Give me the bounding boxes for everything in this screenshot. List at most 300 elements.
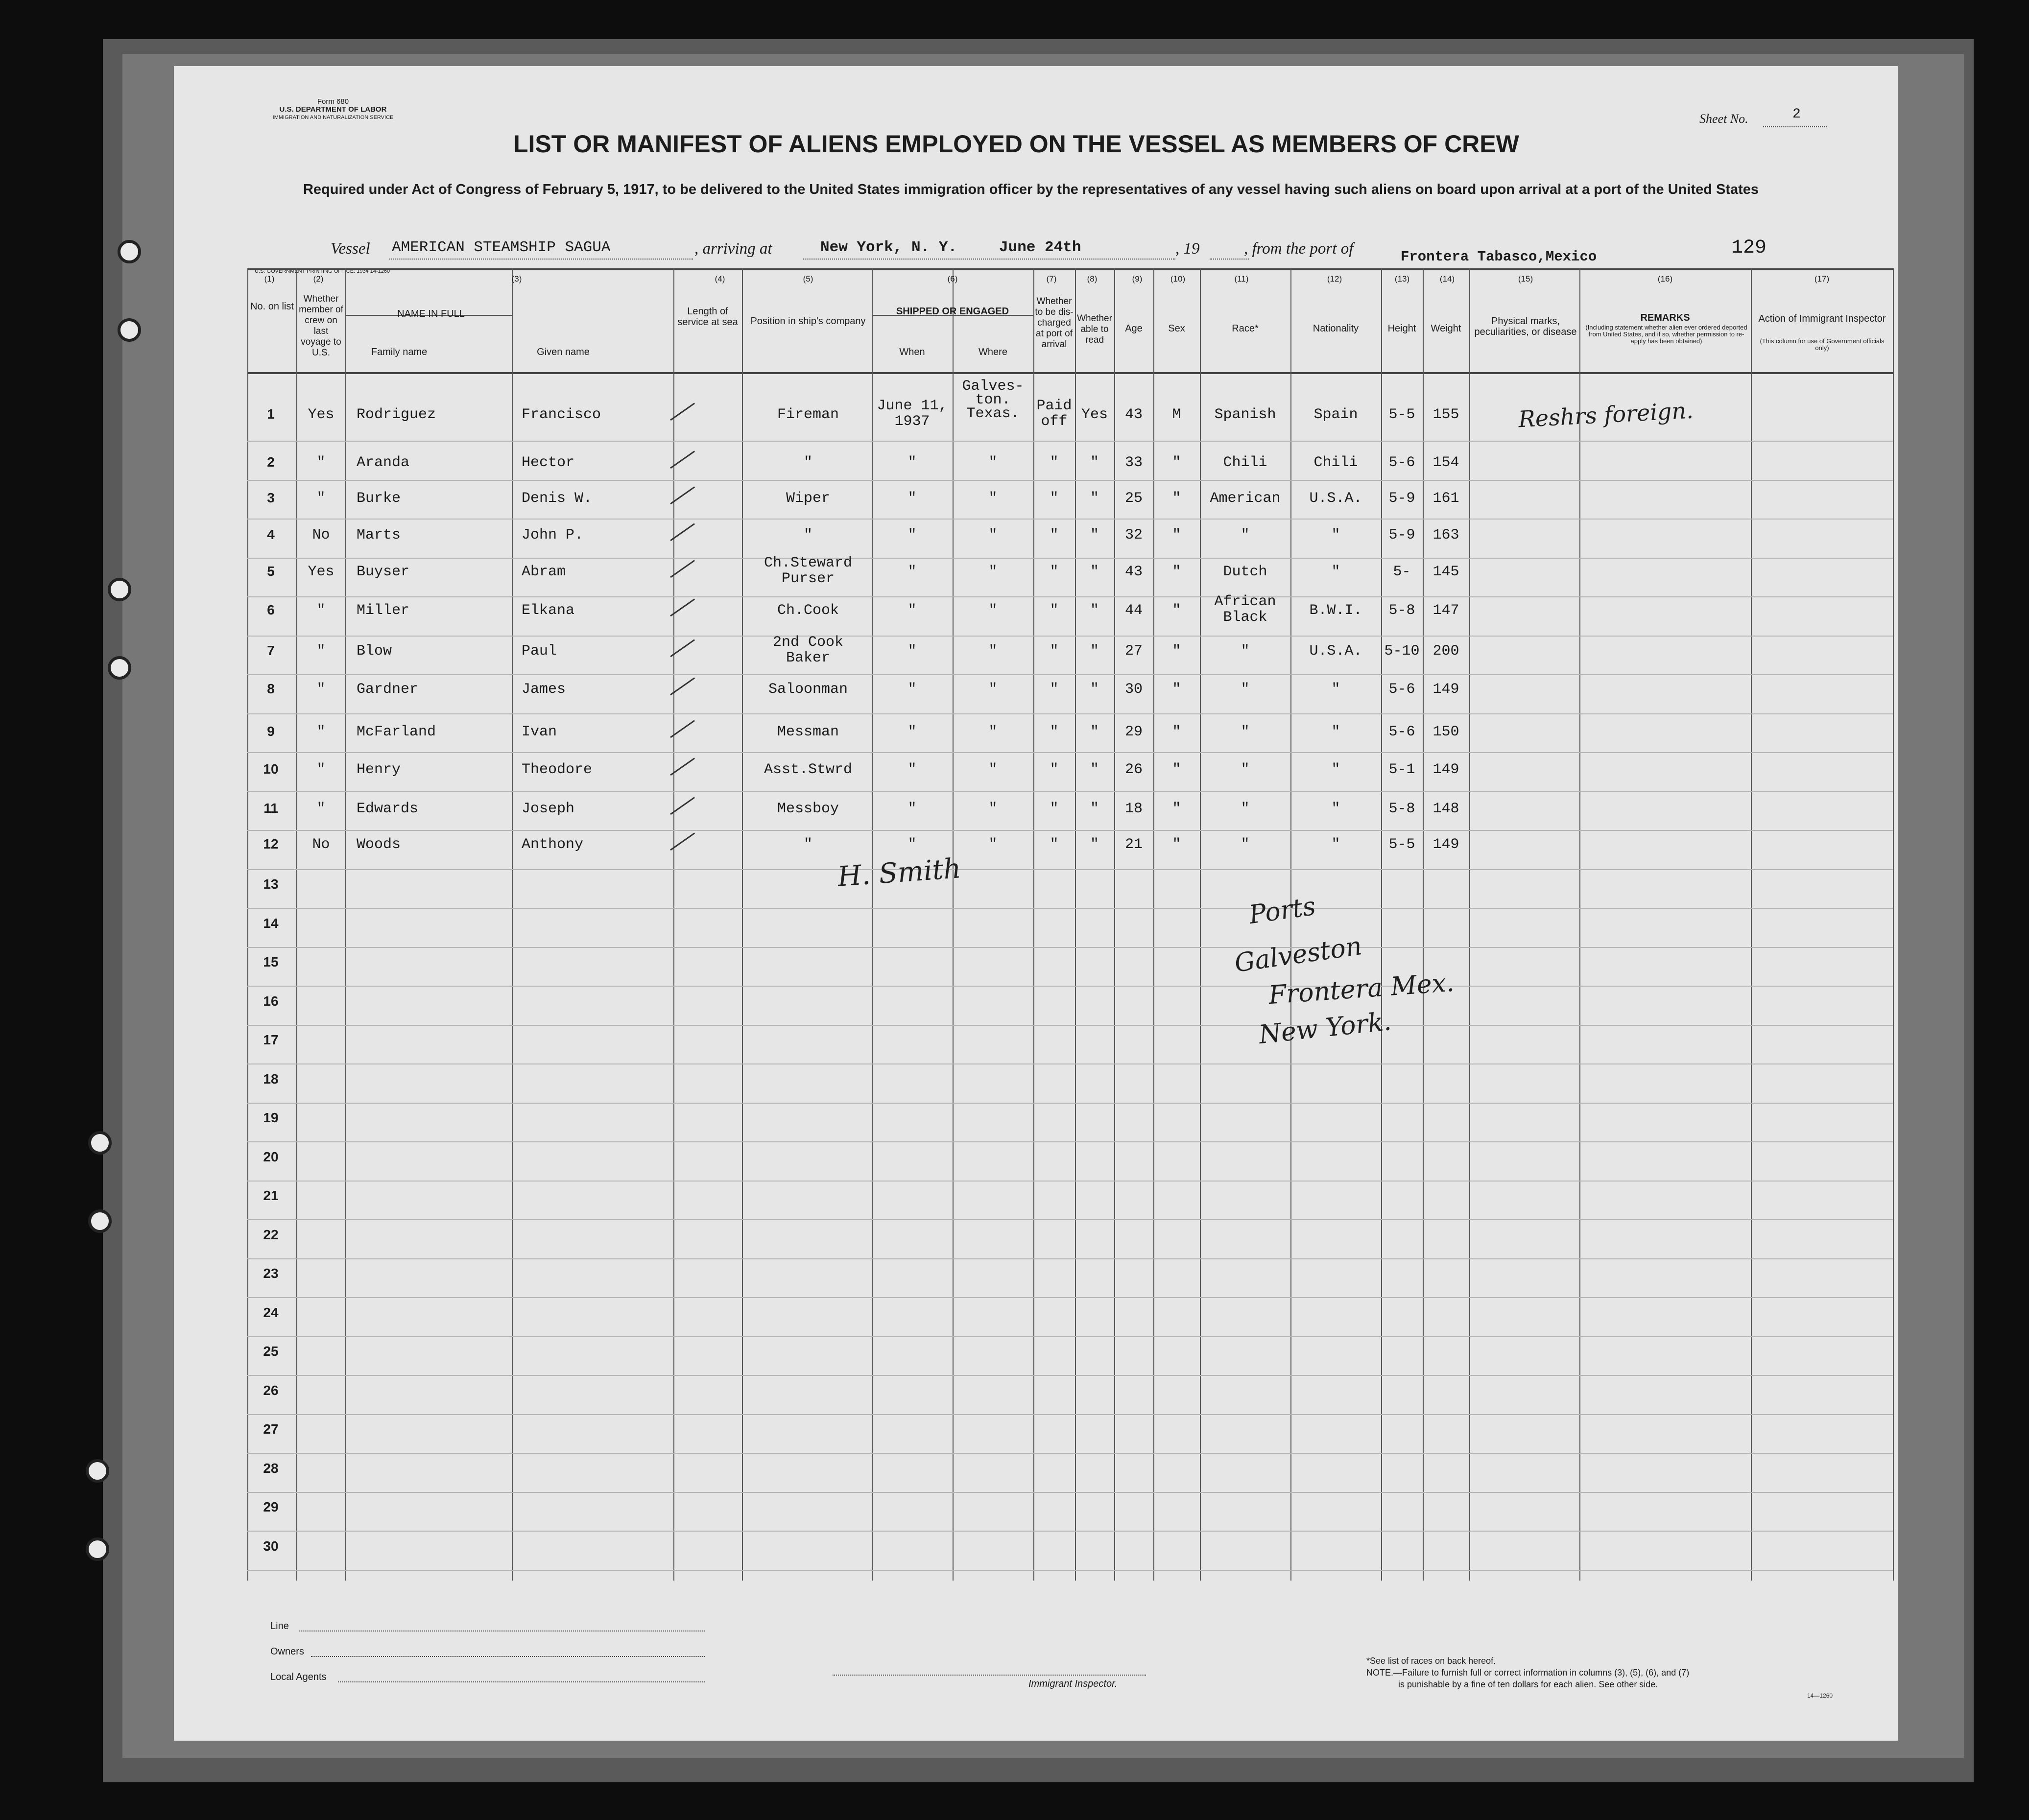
- race-cell: ": [1241, 836, 1250, 853]
- family-name-cell: Blow: [357, 643, 392, 660]
- footer-owners-label: Owners: [270, 1646, 304, 1657]
- given-name-cell: Abram: [522, 564, 566, 580]
- shipped-where-cell: ": [988, 527, 998, 544]
- age-cell: 44: [1124, 602, 1143, 619]
- age-cell: 18: [1124, 801, 1143, 817]
- header-when: When: [899, 347, 925, 357]
- weight-cell: 147: [1432, 602, 1459, 619]
- row-rule: [247, 1025, 1893, 1026]
- row-rule: [247, 519, 1893, 520]
- arriving-port: New York, N. Y.: [820, 239, 957, 256]
- discharged-cell: ": [1050, 564, 1059, 580]
- shipped-where-cell: ": [988, 490, 998, 507]
- race-cell: ": [1241, 643, 1250, 660]
- discharged-cell: off: [1041, 413, 1068, 430]
- sex-cell: ": [1172, 527, 1181, 544]
- race-cell: ": [1241, 681, 1250, 698]
- race-cell: Black: [1223, 609, 1267, 626]
- header-bottom-rule: [247, 372, 1893, 374]
- discharged-cell: ": [1050, 836, 1059, 853]
- empty-row-number: 21: [263, 1188, 279, 1203]
- family-name-cell: Miller: [357, 602, 410, 619]
- binder-ring: [118, 240, 141, 263]
- family-name-cell: Henry: [357, 761, 401, 778]
- row-rule: [247, 596, 1893, 597]
- col-divider: [742, 268, 743, 1581]
- previous-voyage-cell: Yes: [308, 564, 334, 580]
- footer-line-label: Line: [270, 1621, 289, 1631]
- previous-voyage-cell: ": [316, 801, 326, 817]
- footer-agents-label: Local Agents: [270, 1672, 327, 1682]
- binder-ring: [88, 1131, 112, 1155]
- row-number: 2: [267, 454, 275, 470]
- header-where: Where: [979, 347, 1007, 357]
- able-to-read-cell: ": [1090, 490, 1099, 507]
- nationality-cell: Spain: [1313, 406, 1358, 423]
- sex-cell: ": [1172, 602, 1181, 619]
- able-to-read-cell: ": [1090, 602, 1099, 619]
- empty-row-number: 18: [263, 1071, 279, 1087]
- discharged-cell: ": [1050, 527, 1059, 544]
- header-able-to-read: Whether able to read: [1077, 313, 1112, 345]
- col-divider: [1893, 268, 1894, 1581]
- weight-cell: 148: [1432, 801, 1459, 817]
- footer-note-races: *See list of races on back hereof.: [1366, 1656, 1496, 1666]
- col-number: (13): [1394, 274, 1410, 284]
- row-number: 1: [267, 406, 275, 422]
- able-to-read-cell: Yes: [1081, 406, 1108, 423]
- nationality-cell: Chili: [1313, 454, 1358, 471]
- row-rule: [247, 830, 1893, 831]
- col-number: (1): [264, 274, 275, 284]
- sex-cell: ": [1172, 643, 1181, 660]
- nationality-cell: ": [1331, 527, 1340, 544]
- empty-row-number: 23: [263, 1266, 279, 1281]
- sex-cell: M: [1172, 406, 1181, 423]
- col-number: (3): [511, 274, 522, 284]
- weight-cell: 200: [1432, 643, 1459, 660]
- row-rule: [247, 986, 1893, 987]
- header-inspector-note: (This column for use of Government officials only): [1760, 337, 1885, 352]
- nationality-cell: ": [1331, 724, 1340, 740]
- position-cell: 2nd Cook: [772, 634, 844, 651]
- weight-cell: 149: [1432, 681, 1459, 698]
- height-cell: 5-5: [1388, 836, 1415, 853]
- race-cell: American: [1210, 490, 1281, 507]
- family-name-cell: Rodriguez: [357, 406, 436, 423]
- shipped-when-cell: ": [907, 681, 917, 698]
- able-to-read-cell: ": [1090, 801, 1099, 817]
- printing-office: U.S. GOVERNMENT PRINTING OFFICE: 1934 14-1260: [255, 268, 390, 274]
- height-cell: 5-8: [1388, 801, 1415, 817]
- weight-cell: 149: [1432, 761, 1459, 778]
- row-rule: [247, 1219, 1893, 1220]
- position-cell: Saloonman: [768, 681, 848, 698]
- row-rule: [247, 1375, 1893, 1376]
- position-cell: Ch.Cook: [777, 602, 839, 619]
- sex-cell: ": [1172, 836, 1181, 853]
- able-to-read-cell: ": [1090, 681, 1099, 698]
- header-remarks-note: (Including statement whether alien ever ordered deported from United States, and if so, whether permission to re-apply has been obtained): [1585, 324, 1747, 345]
- sheet-number-line: [1763, 126, 1827, 127]
- empty-row-number: 19: [263, 1110, 279, 1125]
- empty-row-number: 27: [263, 1421, 279, 1437]
- shipped-when-cell: June 11,: [877, 398, 948, 414]
- position-cell: ": [803, 454, 812, 471]
- row-rule: [247, 1103, 1893, 1104]
- row-rule: [247, 480, 1893, 481]
- weight-cell: 149: [1432, 836, 1459, 853]
- header-position: Position in ship's company: [750, 316, 866, 327]
- able-to-read-cell: ": [1090, 564, 1099, 580]
- footer-agents-fill: [338, 1681, 705, 1682]
- nationality-cell: ": [1331, 761, 1340, 778]
- header-shipped-engaged: SHIPPED OR ENGAGED: [896, 306, 1009, 317]
- form-id: [255, 98, 411, 121]
- shipped-where-cell: Galves-: [962, 378, 1024, 395]
- height-cell: 5-: [1393, 564, 1411, 580]
- previous-voyage-cell: ": [316, 643, 326, 660]
- position-cell: Wiper: [786, 490, 830, 507]
- arriving-label: , arriving at: [694, 240, 772, 258]
- race-cell: ": [1241, 527, 1250, 544]
- footer-note-fine-cont: is punishable by a fine of ten dollars for each alien. See other side.: [1398, 1679, 1658, 1689]
- year-label: , 19: [1175, 240, 1200, 258]
- header-length-of-service: Length of service at sea: [677, 306, 738, 328]
- empty-row-number: 15: [263, 954, 279, 969]
- height-cell: 5-10: [1384, 643, 1420, 660]
- age-cell: 32: [1124, 527, 1143, 544]
- empty-row-number: 28: [263, 1460, 279, 1476]
- row-rule: [247, 1336, 1893, 1337]
- binder-ring: [86, 1537, 109, 1561]
- discharged-cell: ": [1050, 761, 1059, 778]
- vessel-line: [389, 259, 693, 260]
- discharged-cell: ": [1050, 454, 1059, 471]
- shipped-where-cell: ": [988, 454, 998, 471]
- col-number: (16): [1657, 274, 1673, 284]
- given-name-cell: Hector: [522, 454, 575, 471]
- given-name-cell: Joseph: [522, 801, 575, 817]
- row-rule: [247, 674, 1893, 675]
- header-physical-marks: Physical marks, peculiarities, or disease: [1474, 316, 1577, 337]
- page-title: LIST OR MANIFEST OF ALIENS EMPLOYED ON THE VESSEL AS MEMBERS OF CREW: [513, 130, 1519, 158]
- header-height: Height: [1387, 323, 1416, 334]
- row-rule: [247, 1453, 1893, 1454]
- sex-cell: ": [1172, 801, 1181, 817]
- family-name-cell: McFarland: [357, 724, 436, 740]
- page-subtitle: Required under Act of Congress of February 5, 1917, to be delivered to the United States immigration officer by the representatives of any vessel having such aliens on board upon arrival at a port of the United States: [303, 182, 1759, 197]
- binder-ring: [108, 656, 131, 680]
- from-port: Frontera Tabasco,Mexico: [1401, 249, 1597, 265]
- able-to-read-cell: ": [1090, 454, 1099, 471]
- position-cell: Messboy: [777, 801, 839, 817]
- empty-row-number: 17: [263, 1032, 279, 1047]
- header-race: Race*: [1232, 323, 1259, 334]
- from-port-label: , from the port of: [1244, 240, 1354, 258]
- discharged-cell: ": [1050, 681, 1059, 698]
- position-cell: Ch.Steward: [764, 555, 853, 571]
- row-number: 8: [267, 681, 275, 696]
- race-cell: Dutch: [1223, 564, 1267, 580]
- row-number: 6: [267, 602, 275, 617]
- remark-handwriting: Reshrs foreign.: [1517, 397, 1694, 433]
- previous-voyage-cell: ": [316, 724, 326, 740]
- race-cell: ": [1241, 801, 1250, 817]
- height-cell: 5-8: [1388, 602, 1415, 619]
- height-cell: 5-9: [1388, 490, 1415, 507]
- col-number: (10): [1170, 274, 1186, 284]
- position-cell: Baker: [786, 650, 830, 666]
- footer-inspector-label: Immigrant Inspector.: [1028, 1678, 1118, 1689]
- discharged-cell: Paid: [1036, 398, 1072, 414]
- shipped-where-cell: Texas.: [966, 405, 1020, 422]
- port-galveston-handwriting: Galveston: [1233, 931, 1364, 978]
- col-number: (6): [947, 274, 958, 284]
- row-number: 5: [267, 564, 275, 579]
- row-rule: [247, 441, 1893, 442]
- header-no-on-list: No. on list: [250, 301, 294, 312]
- height-cell: 5-6: [1388, 454, 1415, 471]
- row-number: 9: [267, 724, 275, 739]
- given-name-cell: Elkana: [522, 602, 575, 619]
- discharged-cell: ": [1050, 724, 1059, 740]
- discharged-cell: ": [1050, 801, 1059, 817]
- row-rule: [247, 791, 1893, 792]
- row-rule: [247, 1414, 1893, 1415]
- shipped-where-cell: ton.: [975, 392, 1011, 408]
- race-cell: Spanish: [1214, 406, 1276, 423]
- header-inspector-action: Action of Immigrant Inspector: [1758, 313, 1886, 324]
- given-name-cell: Francisco: [522, 406, 601, 423]
- position-cell: Purser: [781, 570, 835, 587]
- weight-cell: 154: [1432, 454, 1459, 471]
- header-discharged: Whether to be dis-charged at port of arrival: [1035, 296, 1074, 350]
- header-nationality: Nationality: [1313, 323, 1359, 334]
- row-number: 4: [267, 527, 275, 542]
- race-cell: ": [1241, 724, 1250, 740]
- row-rule: [247, 1531, 1893, 1532]
- row-rule: [247, 752, 1893, 753]
- empty-row-number: 13: [263, 876, 279, 892]
- binder-ring: [118, 318, 141, 342]
- given-name-cell: Denis W.: [522, 490, 593, 507]
- shipped-when-cell: ": [907, 527, 917, 544]
- age-cell: 30: [1124, 681, 1143, 698]
- previous-voyage-cell: ": [316, 454, 326, 471]
- given-name-cell: James: [522, 681, 566, 698]
- empty-row-number: 26: [263, 1382, 279, 1398]
- sheet-number: 2: [1792, 107, 1801, 122]
- col-divider: [512, 268, 513, 1581]
- sex-cell: ": [1172, 564, 1181, 580]
- weight-cell: 145: [1432, 564, 1459, 580]
- header-family-name: Family name: [371, 347, 428, 357]
- shipped-when-cell: ": [907, 836, 917, 853]
- service-name: IMMIGRATION AND NATURALIZATION SERVICE: [272, 115, 394, 120]
- empty-row-number: 22: [263, 1227, 279, 1242]
- row-number: 10: [263, 761, 279, 777]
- shipped-where-cell: ": [988, 801, 998, 817]
- previous-voyage-cell: Yes: [308, 406, 334, 423]
- weight-cell: 161: [1432, 490, 1459, 507]
- family-name-cell: Gardner: [357, 681, 419, 698]
- port-frontera-handwriting: Frontera Mex.: [1267, 968, 1456, 1011]
- col-number: (4): [715, 274, 725, 284]
- sex-cell: ": [1172, 681, 1181, 698]
- empty-row-number: 14: [263, 915, 279, 931]
- shipped-when-cell: ": [907, 724, 917, 740]
- empty-row-number: 16: [263, 993, 279, 1009]
- row-rule: [247, 713, 1893, 714]
- page-stamp: 129: [1731, 237, 1767, 259]
- binder-ring: [86, 1459, 109, 1483]
- age-cell: 21: [1124, 836, 1143, 853]
- sex-cell: ": [1172, 724, 1181, 740]
- previous-voyage-cell: ": [316, 602, 326, 619]
- nationality-cell: ": [1331, 564, 1340, 580]
- vessel-name: AMERICAN STEAMSHIP SAGUA: [392, 239, 611, 256]
- discharged-cell: ": [1050, 643, 1059, 660]
- position-cell: Messman: [777, 724, 839, 740]
- col-number: (5): [803, 274, 813, 284]
- position-cell: ": [803, 836, 812, 853]
- height-cell: 5-9: [1388, 527, 1415, 544]
- family-name-cell: Marts: [357, 527, 401, 544]
- row-number: 3: [267, 490, 275, 505]
- empty-row-number: 24: [263, 1304, 279, 1320]
- age-cell: 43: [1124, 564, 1143, 580]
- row-rule: [247, 1258, 1893, 1259]
- age-cell: 43: [1124, 406, 1143, 423]
- row-rule: [247, 908, 1893, 909]
- col-number: (9): [1132, 274, 1143, 284]
- shipped-when-cell: ": [907, 801, 917, 817]
- header-previous-voyage: Whether member of crew on last voyage to U.S.: [299, 294, 343, 358]
- shipped-when-cell: ": [907, 602, 917, 619]
- position-cell: ": [803, 527, 812, 544]
- col-divider: [1469, 268, 1470, 1581]
- footer-note-fine: NOTE.—Failure to furnish full or correct information in columns (3), (5), (6), and (7): [1366, 1668, 1690, 1678]
- shipped-where-cell: ": [988, 761, 998, 778]
- given-name-cell: Paul: [522, 643, 557, 660]
- previous-voyage-cell: ": [316, 761, 326, 778]
- shipped-where-cell: ": [988, 681, 998, 698]
- previous-voyage-cell: ": [316, 490, 326, 507]
- row-rule: [247, 1297, 1893, 1298]
- arrival-date: June 24th: [999, 239, 1081, 256]
- family-name-cell: Woods: [357, 836, 401, 853]
- age-cell: 33: [1124, 454, 1143, 471]
- binder-ring: [88, 1209, 112, 1233]
- shipped-when-cell: ": [907, 761, 917, 778]
- shipped-when-cell: ": [907, 454, 917, 471]
- col-number: (7): [1046, 274, 1057, 284]
- race-cell: African: [1214, 593, 1276, 610]
- row-rule: [247, 947, 1893, 948]
- family-name-cell: Aranda: [357, 454, 410, 471]
- height-cell: 5-5: [1388, 406, 1415, 423]
- previous-voyage-cell: No: [312, 836, 330, 853]
- age-cell: 27: [1124, 643, 1143, 660]
- empty-row-number: 30: [263, 1538, 279, 1554]
- height-cell: 5-6: [1388, 681, 1415, 698]
- ports-heading-handwriting: Ports: [1247, 891, 1318, 930]
- header-sex: Sex: [1168, 323, 1185, 334]
- row-rule: [247, 869, 1893, 870]
- header-weight: Weight: [1431, 323, 1461, 334]
- age-cell: 29: [1124, 724, 1143, 740]
- col-divider: [345, 268, 346, 1581]
- family-name-cell: Burke: [357, 490, 401, 507]
- able-to-read-cell: ": [1090, 761, 1099, 778]
- empty-row-number: 20: [263, 1149, 279, 1164]
- binder-ring: [108, 578, 131, 601]
- shipped-when-cell: ": [907, 490, 917, 507]
- arriving-line: [803, 259, 1175, 260]
- col-number: (11): [1234, 274, 1249, 284]
- shipped-where-cell: ": [988, 836, 998, 853]
- col-number: (2): [313, 274, 324, 284]
- shipped-where-cell: ": [988, 602, 998, 619]
- port-newyork-handwriting: New York.: [1257, 1006, 1393, 1050]
- sex-cell: ": [1172, 490, 1181, 507]
- given-name-cell: Anthony: [522, 836, 584, 853]
- footer-code: 14—1260: [1807, 1692, 1833, 1699]
- given-name-cell: Ivan: [522, 724, 557, 740]
- row-number: 12: [263, 836, 279, 851]
- header-given-name: Given name: [537, 347, 590, 357]
- weight-cell: 155: [1432, 406, 1459, 423]
- col-divider: [1751, 268, 1752, 1581]
- col-number: (8): [1087, 274, 1098, 284]
- col-number: (12): [1327, 274, 1342, 284]
- able-to-read-cell: ": [1090, 643, 1099, 660]
- nationality-cell: ": [1331, 801, 1340, 817]
- family-name-cell: Buyser: [357, 564, 410, 580]
- nationality-cell: U.S.A.: [1309, 643, 1362, 660]
- shipped-when-cell: ": [907, 643, 917, 660]
- department-name: U.S. DEPARTMENT OF LABOR: [279, 105, 387, 114]
- header-remarks: REMARKS: [1640, 312, 1690, 323]
- footer-owners-fill: [311, 1656, 705, 1657]
- discharged-cell: ": [1050, 602, 1059, 619]
- race-cell: ": [1241, 761, 1250, 778]
- race-cell: Chili: [1223, 454, 1267, 471]
- inspector-signature: H. Smith: [836, 852, 962, 893]
- inspector-signature-line: [833, 1675, 1146, 1676]
- row-rule: [247, 1181, 1893, 1182]
- sex-cell: ": [1172, 761, 1181, 778]
- row-number: 7: [267, 643, 275, 658]
- header-age: Age: [1125, 323, 1143, 334]
- weight-cell: 150: [1432, 724, 1459, 740]
- shipped-when-cell: ": [907, 564, 917, 580]
- sex-cell: ": [1172, 454, 1181, 471]
- col-divider: [1579, 268, 1580, 1581]
- year-line: [1210, 259, 1249, 260]
- row-rule: [247, 558, 1893, 559]
- row-rule: [247, 1570, 1893, 1571]
- able-to-read-cell: ": [1090, 724, 1099, 740]
- shipped-where-cell: ": [988, 643, 998, 660]
- age-cell: 25: [1124, 490, 1143, 507]
- family-name-cell: Edwards: [357, 801, 419, 817]
- form-number: Form 680: [317, 97, 349, 106]
- shipped-where-cell: ": [988, 564, 998, 580]
- col-divider: [296, 268, 297, 1581]
- able-to-read-cell: ": [1090, 527, 1099, 544]
